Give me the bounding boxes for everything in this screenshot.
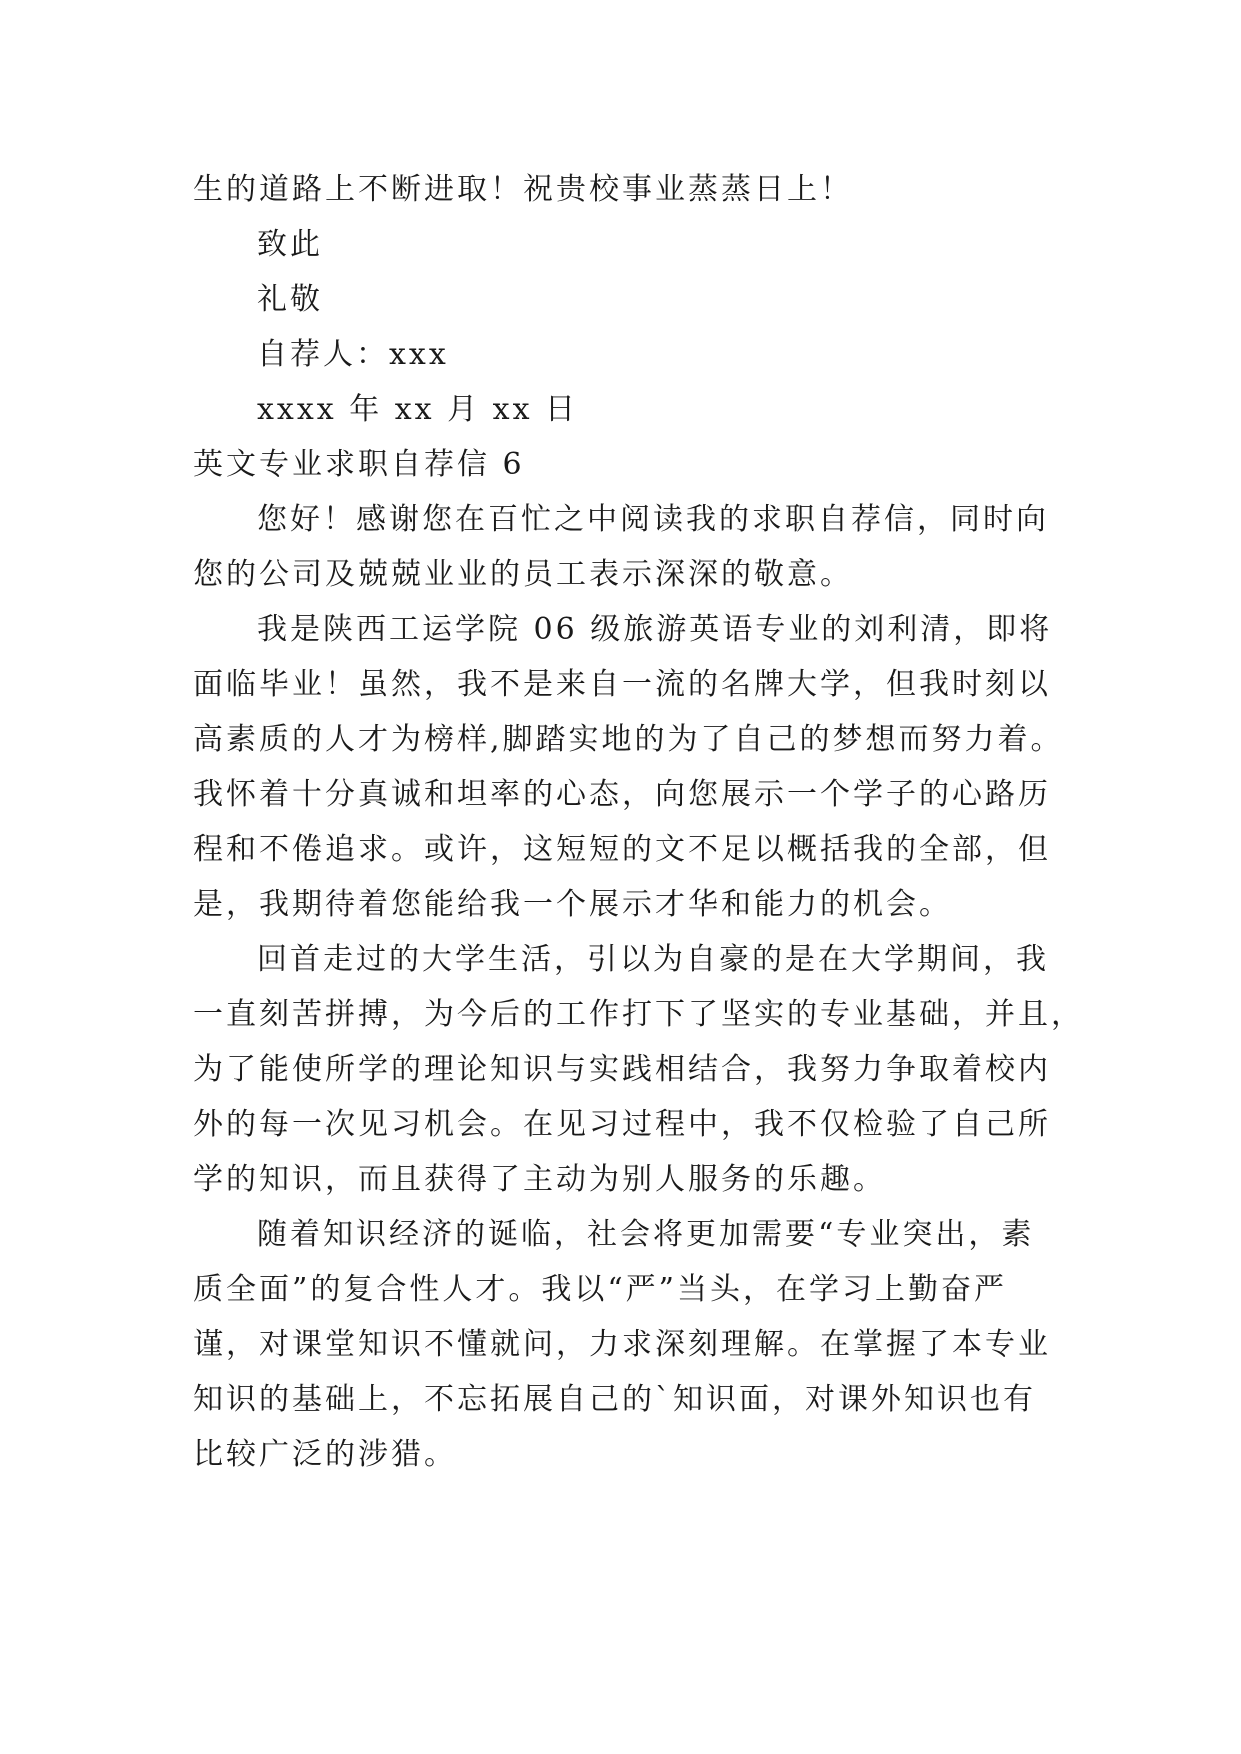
text-line: 学的知识，而且获得了主动为别人服务的乐趣。 bbox=[193, 1162, 886, 1197]
text-line: 知识的基础上，不忘拓展自己的`知识面，对课外知识也有 bbox=[193, 1382, 1036, 1417]
section-title: 英文专业求职自荐信 6 bbox=[193, 447, 525, 482]
text-line: 一直刻苦拼搏，为今后的工作打下了坚实的专业基础，并且， bbox=[193, 997, 1084, 1032]
text-line: 程和不倦追求。或许，这短短的文不足以概括我的全部，但 bbox=[193, 832, 1051, 867]
text-line: 回首走过的大学生活，引以为自豪的是在大学期间，我 bbox=[257, 942, 1049, 977]
text-line: 随着知识经济的诞临，社会将更加需要“专业突出，素 bbox=[257, 1217, 1035, 1252]
closing-regards: 礼敬 bbox=[257, 282, 323, 317]
date-line: xxxx 年 xx 月 xx 日 bbox=[257, 392, 579, 427]
text-line: 为了能使所学的理论知识与实践相结合，我努力争取着校内 bbox=[193, 1052, 1051, 1087]
text-line: 质全面”的复合性人才。我以“严”当头，在学习上勤奋严 bbox=[193, 1272, 1008, 1307]
text-line: 外的每一次见习机会。在见习过程中，我不仅检验了自己所 bbox=[193, 1107, 1051, 1142]
text-line: 面临毕业！虽然，我不是来自一流的名牌大学，但我时刻以 bbox=[193, 667, 1051, 702]
text-line: 谨，对课堂知识不懂就问，力求深刻理解。在掌握了本专业 bbox=[193, 1327, 1051, 1362]
signature-line: 自荐人：xxx bbox=[257, 337, 449, 372]
text-line: 我怀着十分真诚和坦率的心态，向您展示一个学子的心路历 bbox=[193, 777, 1051, 812]
text-line: 您好！感谢您在百忙之中阅读我的求职自荐信，同时向 bbox=[257, 502, 1049, 537]
text-line: 是，我期待着您能给我一个展示才华和能力的机会。 bbox=[193, 887, 952, 922]
text-line: 生的道路上不断进取！祝贵校事业蒸蒸日上！ bbox=[193, 172, 853, 207]
text-line: 高素质的人才为榜样,脚踏实地的为了自己的梦想而努力着。 bbox=[193, 722, 1064, 757]
text-line: 您的公司及兢兢业业的员工表示深深的敬意。 bbox=[193, 557, 853, 592]
text-line: 比较广泛的涉猎。 bbox=[193, 1437, 457, 1472]
text-line: 我是陕西工运学院 06 级旅游英语专业的刘利清，即将 bbox=[257, 612, 1053, 647]
closing-salutation: 致此 bbox=[257, 227, 323, 262]
